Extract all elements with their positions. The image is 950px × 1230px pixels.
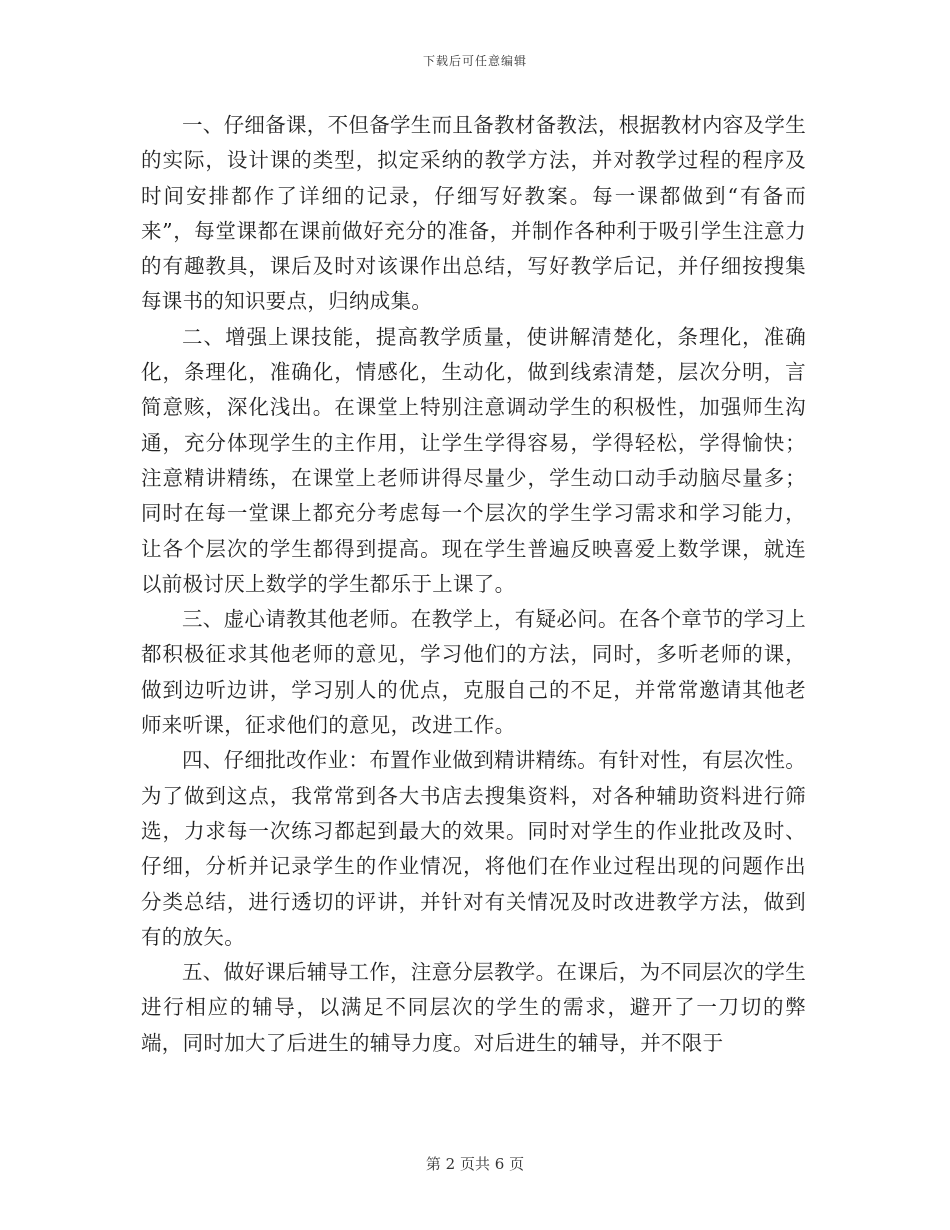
page-footer: 第 2 页共 6 页 — [425, 1155, 525, 1173]
paragraph-2: 二、增强上课技能，提高教学质量，使讲解清楚化，条理化，准确化，条理化，准确化，情感化，生动化，做到线索清楚，层次分明，言简意赅，深化浅出。在课堂上特别注意调动学生的积极性，加强师生沟通，充分体现学生的主作用，让学生学得容易，学得轻松，学得愉快；注意精讲精练，在课堂上老师讲得尽量少，学生动口动手动脑尽量多；同时在每一堂课上都充分考虑每一个层次的学生学习需求和学习能力，让各个层次的学生都得到提高。现在学生普遍反映喜爱上数学课，就连以前极讨厌上数学的学生都乐于上课了。 — [141, 324, 806, 596]
page-header: 下载后可任意编辑 — [422, 54, 527, 68]
document-body — [141, 108, 806, 1061]
paragraph-5: 五、做好课后辅导工作，注意分层教学。在课后，为不同层次的学生进行相应的辅导，以满足不同层次的学生的需求，避开了一刀切的弊端，同时加大了后进生的辅导力度。对后进生的辅导，并不限于 — [141, 960, 806, 1055]
paragraph-1: 一、仔细备课，不但备学生而且备教材备教法，根据教材内容及学生的实际，设计课的类型，拟定采纳的教学方法，并对教学过程的程序及时间安排都作了详细的记录，仔细写好教案。每一课都做到“有备而来”，每堂课都在课前做好充分的准备，并制作各种利于吸引学生注意力的有趣教具，课后及时对该课作出总结，写好教学后记，并仔细按搜集每课书的知识要点，归纳成集。 — [141, 113, 806, 314]
paragraph-3: 三、虚心请教其他老师。在教学上，有疑必问。在各个章节的学习上都积极征求其他老师的意见，学习他们的方法，同时，多听老师的课，做到边听边讲，学习别人的优点，克服自己的不足，并常常邀请其他老师来听课，征求他们的意见，改进工作。 — [141, 607, 806, 738]
paragraph-4: 四、仔细批改作业：布置作业做到精讲精练。有针对性，有层次性。为了做到这点，我常常到各大书店去搜集资料，对各种辅助资料进行筛选，力求每一次练习都起到最大的效果。同时对学生的作业批改及时、仔细，分析并记录学生的作业情况，将他们在作业过程出现的问题作出分类总结，进行透切的评讲，并针对有关情况及时改进教学方法，做到有的放矢。 — [141, 748, 806, 949]
